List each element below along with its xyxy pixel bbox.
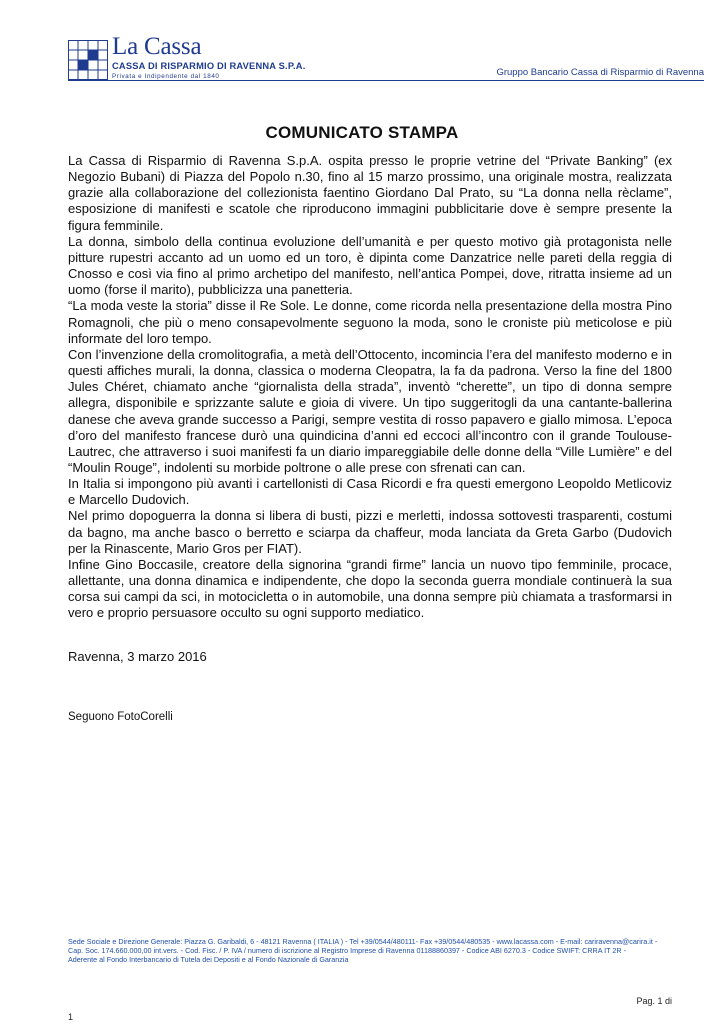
group-name: Gruppo Bancario Cassa di Risparmio di Ravenna [496,67,704,78]
paragraph: “La moda veste la storia” disse il Re Sole. Le donne, come ricorda nella presentazione della mostra Pino Romagnoli, che più o meno consapevolmente seguono la moda, sono le croniste più meticolose e più informate del loro tempo. [68,298,672,346]
brand-second: Cassa [144,33,202,60]
follow-note: Seguono FotoCorelli [68,711,173,723]
footer-line: Aderente al Fondo Interbancario di Tutela dei Depositi e al Fondo Nazionale di Garanzia [68,954,349,964]
letterhead [0,0,724,90]
bank-logo-icon [68,40,108,80]
press-release-body [68,153,672,622]
paragraph: In Italia si impongono più avanti i cartellonisti di Casa Ricordi e fra questi emergono Leopoldo Metlicoviz e Marcello Dudovich. [68,476,672,508]
paragraph: La Cassa di Risparmio di Ravenna S.p.A. ospita presso le proprie vetrine del “Private Banking” (ex Negozio Bubani) di Piazza del Popolo n.30, fino al 15 marzo prossimo, una originale mostra, realizzata grazie alla collaborazione del collezionista faentino Giordano Dal Prato, su “La donna nella rèclame”, esposizione di manifesti e scatole che riproducono immagini pubblicitarie dove è sempre presente la figura femminile. [68,153,672,233]
brand-first: La [112,33,145,60]
footer-line: Cap. Soc. 174.660.000,00 int.vers. - Cod. Fisc. / P. IVA / numero di iscrizione al Registro Imprese di Ravenna 01188860397 - Codice ABI 6270.3 - Codice SWIFT: CRRA IT 2R - [68,945,626,955]
paragraph: La donna, simbolo della continua evoluzione dell’umanità e per questo motivo già protagonista nelle pitture rupestri accanto ad un uomo ed un toro, è dipinta come Danzatrice nelle pareti della reggia di Cnosso e così via fino al primo archetipo del manifesto, nell’antica Pompei, dove, ritratta insieme ad un uomo (forse il marito), pubblicizza una panetteria. [68,233,672,298]
paragraph: Infine Gino Boccasile, creatore della signorina “grandi firme” lancia un nuovo tipo femminile, procace, allettante, una donna dinamica e indipendente, che dopo la seconda guerra mondiale continuerà la sua corsa sui campi da sci, in motocicletta o in automobile, una donna sempre più chiamata a trasformarsi in vero e proprio persuasore occulto su ogni supporto mediatico. [68,556,672,621]
place-date: Ravenna, 3 marzo 2016 [68,649,207,664]
brand-wordmark [112,34,306,60]
page-indicator: Pag. 1 di [636,996,672,1006]
page-title: COMUNICATO STAMPA [265,123,459,142]
paragraph: Nel primo dopoguerra la donna si libera di busti, pizzi e merletti, indossa sottovesti trasparenti, costumi da bagno, ma anche basco o berretto e sciarpa da chaffeur, moda lanciata da Greta Garbo (Dudovich per la Rinascente, Mario Gros per FIAT). [68,508,672,556]
footer-line: Sede Sociale e Direzione Generale: Piazza G. Garibaldi, 6 - 48121 Ravenna ( ITALIA ) - Tel +39/0544/480111- Fax +39/0544/480535 - www.lacassa.com - E-mail: cariravenna@carira.it - [68,937,658,946]
logo-text [112,34,306,81]
brand-tagline: Privata e Indipendente dal 1840 [112,73,220,80]
brand-name: CASSA DI RISPARMIO DI RAVENNA S.P.A. [112,61,306,71]
footer-legal-info [68,938,672,964]
page-number: 1 [68,1012,74,1022]
paragraph: Con l’invenzione della cromolitografia, a metà dell’Ottocento, incomincia l’era del manifesto moderno e in questi affiches murali, la donna, classica o moderna Cleopatra, la fa da padrona. Verso la fine del 1800 Jules Chéret, chiamato anche “giornalista della strada”, inventò “cherette”, un tipo di donna sempre allegra, disponibile e sprizzante salute e gioia di vivere. Un tipo suggeritogli da una cantante-ballerina danese che aveva grande successo a Parigi, sempre vestita di rosso papavero e giallo mimosa. L’epoca d’oro del manifesto francese durò una quindicina d’anni ed eccoci all’incontro con il grande Toulouse-Lautrec, che attraverso i suoi manifesti fa un diario impareggiabile delle donne della “Ville Lumière” e del “Moulin Rouge”, indolenti su morbide poltrone o alle prese con sfrenati can can. [68,346,672,475]
header-divider [68,80,704,81]
